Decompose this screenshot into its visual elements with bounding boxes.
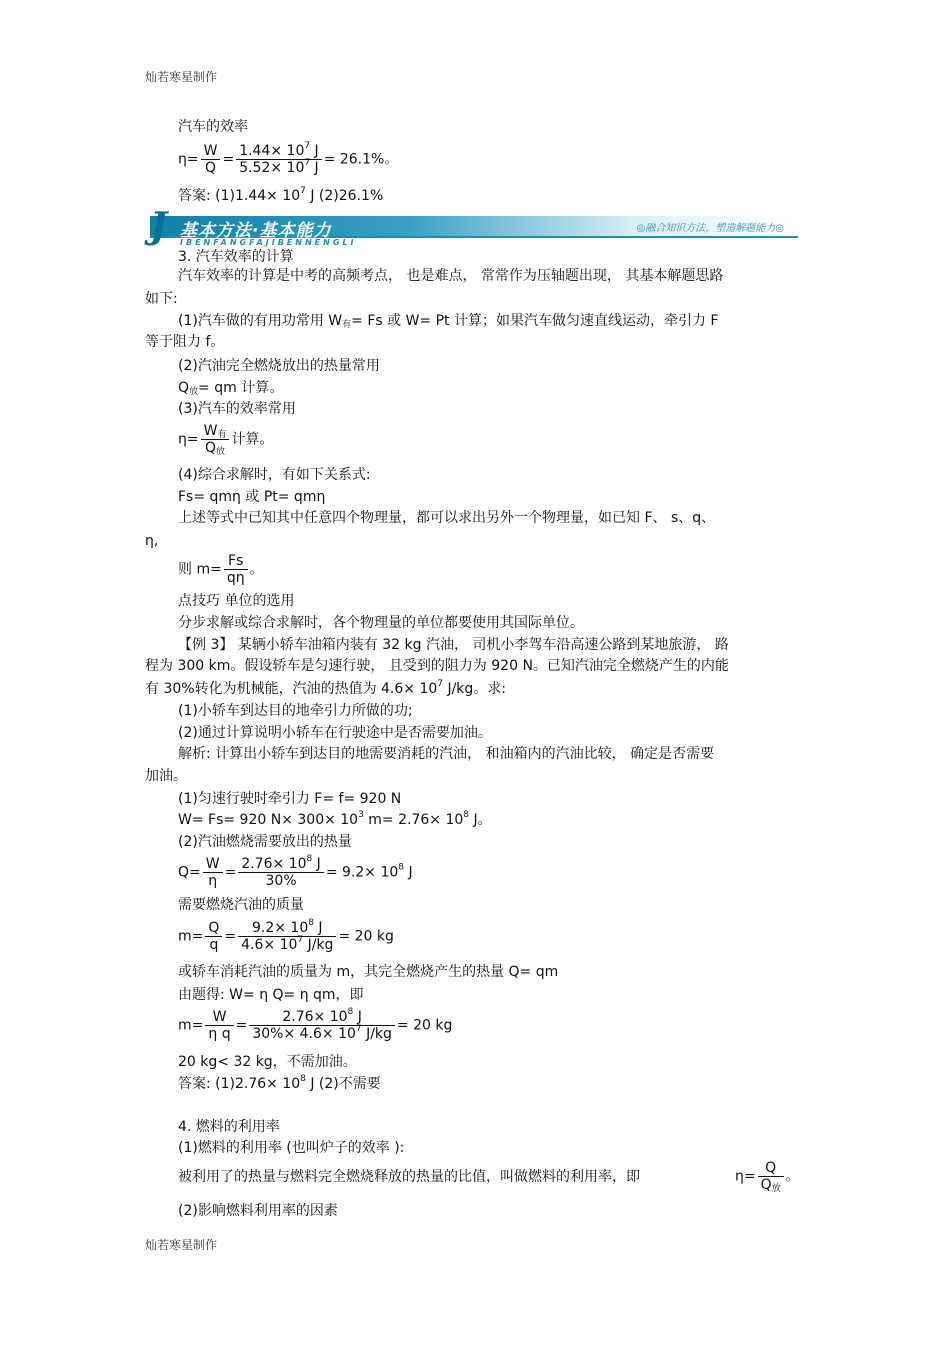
formula-efficiency-def: η= $\frac{W_有}{Q_放}$ 计算。 bbox=[178, 423, 274, 457]
text-line: 汽车的效率 bbox=[178, 119, 248, 135]
formula-relation: Fs= qmη 或 Pt= qmη bbox=[178, 489, 326, 505]
banner-title: 基本方法·基本能力 bbox=[180, 221, 332, 241]
text-line: (1)汽车做的有用功常用 $W_有= Fs$ 或 W= Pt 计算；如果汽车做匀速直线运动，牵引力 F bbox=[178, 313, 719, 330]
text-line: 分步求解或综合求解时，各个物理量的单位都要使用其国际单位。 bbox=[178, 615, 584, 631]
banner-slogan: ◎融合知识方法，塑造解题能力◎ bbox=[636, 223, 784, 234]
text-line: 上述等式中已知其中任意四个物理量，都可以求出另外一个物理量，如已知 F、 s、q、 bbox=[178, 510, 716, 526]
banner-pinyin: IBENFANGFAJIBENNENGLI bbox=[180, 238, 357, 247]
solution-line: 或轿车消耗汽油的质量为 m，其完全燃烧产生的热量 Q= qm bbox=[178, 964, 559, 980]
example-text: 程为 300 km。假设轿车是匀速行驶， 且受到的阻力为 920 N。已知汽油完全燃烧产生的内能 bbox=[145, 658, 729, 674]
text-line: (2)影响燃料利用率的因素 bbox=[178, 1203, 338, 1219]
solution-line: 20 kg< 32 kg，不需加油。 bbox=[178, 1054, 357, 1070]
answer-line: 答案: $(1)2.76\times 10^8$ J (2)不需要 bbox=[178, 1074, 381, 1092]
text-line: 汽车效率的计算是中考的高频考点， 也是难点， 常常作为压轴题出现， 其基本解题思路 bbox=[178, 268, 724, 284]
section-title: 3. 汽车效率的计算 bbox=[178, 249, 294, 265]
solution-line: 由题得: W= η Q= η qm，即 bbox=[178, 987, 364, 1003]
formula-efficiency: η= $\frac{W}{Q}$ = $\frac{1.44\times 10^7 J}{5.52\times 10^7 J}$ = 26.1%。 bbox=[178, 141, 399, 176]
formula-fuel-efficiency: η= $\frac{Q}{Q_放}$ 。 bbox=[735, 1160, 800, 1194]
solution-line: (1)匀速行驶时牵引力 F= f= 920 N bbox=[178, 791, 402, 807]
text-line: (1)燃料的利用率 (也叫炉子的效率 ): bbox=[178, 1140, 405, 1156]
banner-letter: J bbox=[150, 205, 168, 247]
solution-line: 解析: 计算出小轿车到达目的地需要消耗的汽油， 和油箱内的汽油比较， 确定是否需要 bbox=[178, 746, 715, 762]
text-line: (3)汽车的效率常用 bbox=[178, 401, 296, 417]
example-text: 【例 3】 某辆小轿车油箱内装有 32 kg 汽油， 司机小李驾车沿高速公路到某地旅游， 路 bbox=[178, 637, 729, 653]
formula-work: W= Fs= 920 $N\times 300\times 10^3$ $m= 2.76\times 10^8$ J。 bbox=[178, 810, 492, 828]
question-line: (2)通过计算说明小轿车在行驶途中是否需要加油。 bbox=[178, 725, 492, 741]
example-text: 有 30%转化为机械能，汽油的热值为 $4.6\times 10^7$ J/kg。求: bbox=[145, 679, 507, 697]
formula-mass-calc: m= $\frac{Q}{q}$ = $\frac{9.2\times 10^8 J}{4.6\times 10^7 J/kg}$ = 20 kg bbox=[178, 918, 394, 953]
section-title: 4. 燃料的利用率 bbox=[178, 1119, 280, 1135]
question-line: (1)小轿车到达目的地牵引力所做的功; bbox=[178, 703, 413, 719]
page-header: 灿若寒星制作 bbox=[145, 70, 218, 84]
section-banner bbox=[150, 206, 800, 246]
solution-line: 需要燃烧汽油的质量 bbox=[178, 897, 304, 913]
text-line: 等于阻力 f。 bbox=[145, 334, 225, 350]
text-line: $Q_放=$ qm 计算。 bbox=[178, 380, 284, 397]
text-line: 如下: bbox=[145, 291, 178, 307]
tip-title: 点技巧 单位的选用 bbox=[178, 593, 295, 609]
text-line: (4)综合求解时，有如下关系式: bbox=[178, 467, 371, 483]
text-line: (2)汽油完全燃烧放出的热量常用 bbox=[178, 358, 380, 374]
answer-line: 答案: $(1)1.44\times 10^7$ J (2)26.1% bbox=[178, 186, 384, 204]
formula-mass-alt: m= $\frac{W}{\text{η q}}$ = $\frac{2.76\times 10^8 J}{30\%\times 4.6\times 10^7 J/kg}$ = 20 kg bbox=[178, 1007, 453, 1042]
formula-mass: 则 m= $\frac{Fs}{q\eta}$ 。 bbox=[178, 553, 264, 586]
text-line: η, bbox=[145, 533, 159, 549]
solution-line: (2)汽油燃烧需要放出的热量 bbox=[178, 834, 352, 850]
page-footer: 灿若寒星制作 bbox=[145, 1238, 218, 1252]
text-line: 被利用了的热量与燃料完全燃烧释放的热量的比值，叫做燃料的利用率，即 bbox=[178, 1169, 640, 1185]
formula-heat: Q= $\frac{W}{\eta}$ = $\frac{2.76\times 10^8 J}{30\%}$ = $9.2\times 10^8$ J bbox=[178, 854, 413, 889]
solution-line: 加油。 bbox=[145, 768, 187, 784]
